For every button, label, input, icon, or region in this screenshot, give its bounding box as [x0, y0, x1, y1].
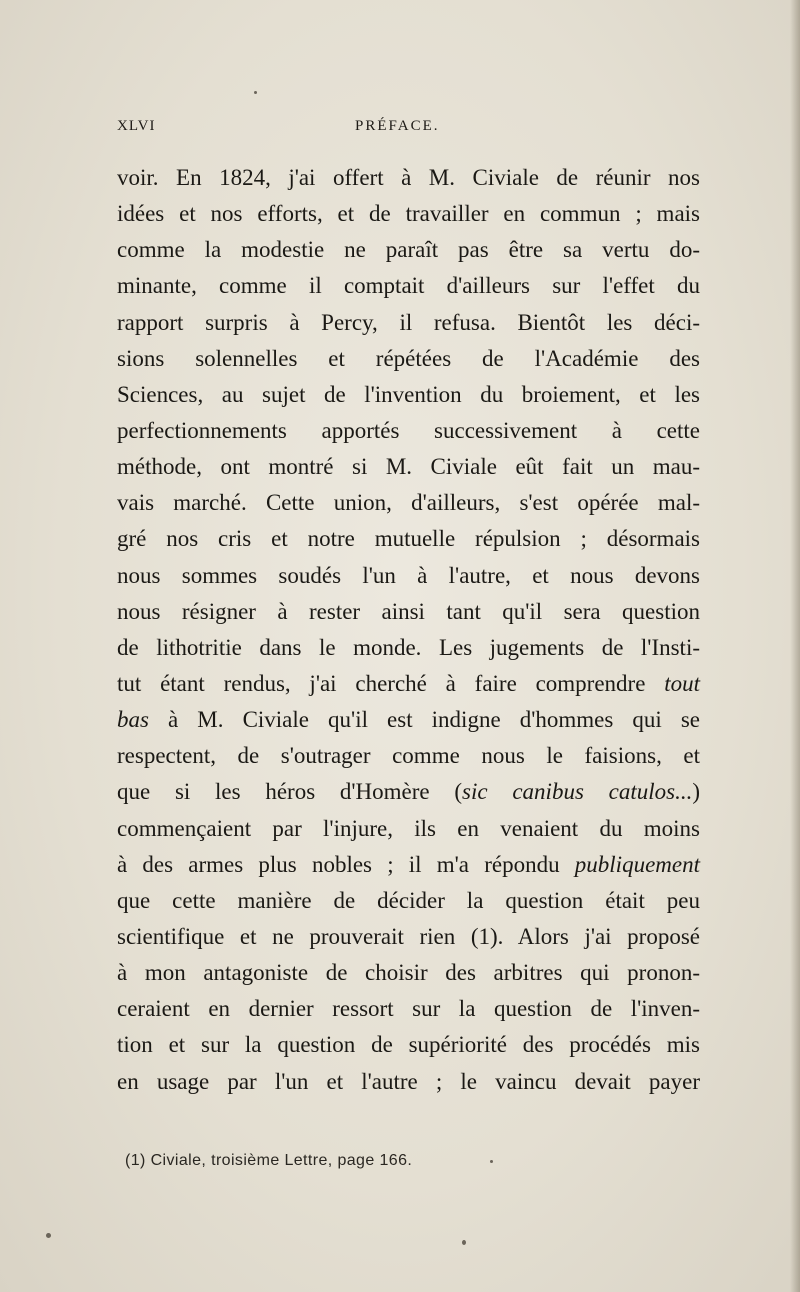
- text-line: [117, 196, 700, 232]
- italic-text: sic canibus catulos...: [462, 779, 693, 805]
- text-line: [117, 521, 700, 557]
- paper-speck: [462, 1240, 466, 1245]
- text-segment: à des armes plus nobles ; il m'a répondu: [117, 851, 575, 877]
- text-segment: tion et sur la question de supériorité des procédés mis: [117, 1032, 700, 1058]
- running-title: PRÉFACE.: [355, 118, 440, 134]
- text-line: [117, 232, 700, 268]
- text-line: [117, 377, 700, 413]
- text-line: [117, 811, 700, 847]
- footnote: (1) Civiale, troisième Lettre, page 166.: [125, 1152, 413, 1169]
- text-segment: respectent, de s'outrager comme nous le faisions, et: [117, 743, 700, 769]
- text-line: [117, 558, 700, 594]
- text-segment: que cette manière de décider la question était peu: [117, 887, 700, 913]
- text-segment: nous résigner à rester ainsi tant qu'il sera question: [117, 598, 700, 624]
- text-line: [117, 305, 700, 341]
- text-segment: gré nos cris et notre mutuelle répulsion ; désormais: [117, 526, 700, 552]
- text-segment: comme la modestie ne paraît pas être sa vertu do-: [117, 237, 700, 263]
- text-line: [117, 738, 700, 774]
- text-segment: commençaient par l'injure, ils en venaient du moins: [117, 815, 700, 841]
- paper-speck: [490, 1160, 493, 1163]
- text-segment: minante, comme il comptait d'ailleurs sur l'effet du: [117, 273, 700, 299]
- text-segment: nous sommes soudés l'un à l'autre, et nous devons: [117, 562, 700, 588]
- text-segment: voir. En 1824, j'ai offert à M. Civiale de réunir nos: [117, 165, 700, 190]
- text-line: [117, 666, 700, 702]
- text-segment: vais marché. Cette union, d'ailleurs, s'est opérée mal-: [117, 490, 700, 516]
- text-segment: à M. Civiale qu'il est indigne d'hommes qui se: [148, 707, 700, 733]
- text-line: [117, 702, 700, 738]
- text-line: [117, 919, 700, 955]
- text-segment: Sciences, au sujet de l'invention du broiement, et les: [117, 381, 700, 407]
- text-line: [117, 1064, 700, 1100]
- paper-speck: [46, 1233, 51, 1238]
- text-line: [117, 341, 700, 377]
- text-segment: scientifique et ne prouverait rien (1). Alors j'ai proposé: [117, 923, 700, 949]
- text-segment: méthode, ont montré si M. Civiale eût fait un mau-: [117, 454, 700, 480]
- body-text: [117, 160, 700, 1100]
- text-segment: ): [692, 779, 701, 805]
- italic-text: bas: [117, 707, 149, 733]
- italic-text: publiquement: [574, 851, 700, 877]
- text-line: [117, 1027, 700, 1063]
- text-line: [117, 847, 700, 883]
- text-segment: perfectionnements apportés successivement à cette: [117, 417, 700, 443]
- text-segment: que si les héros d'Homère (: [117, 779, 463, 805]
- paper-speck: [254, 91, 257, 94]
- page-number: XLVI: [117, 118, 156, 134]
- text-line: [117, 991, 700, 1027]
- text-line: [117, 449, 700, 485]
- text-segment: de lithotritie dans le monde. Les jugements de l'Insti-: [117, 634, 700, 660]
- text-line: [117, 594, 700, 630]
- text-line: [117, 160, 700, 196]
- text-line: [117, 413, 700, 449]
- page-edge-shadow: [790, 0, 800, 1292]
- text-segment: ceraient en dernier ressort sur la question de l'inven-: [117, 996, 700, 1022]
- text-line: [117, 485, 700, 521]
- text-segment: rapport surpris à Percy, il refusa. Bientôt les déci-: [117, 309, 700, 335]
- text-segment: sions solennelles et répétées de l'Académie des: [117, 345, 700, 371]
- text-line: [117, 955, 700, 991]
- text-segment: idées et nos efforts, et de travailler en commun ; mais: [117, 201, 700, 227]
- text-line: [117, 774, 700, 810]
- text-segment: tut étant rendus, j'ai cherché à faire comprendre: [117, 670, 665, 696]
- text-line: [117, 268, 700, 304]
- page-header: [117, 118, 697, 142]
- text-line: [117, 883, 700, 919]
- text-line: [117, 630, 700, 666]
- text-segment: à mon antagoniste de choisir des arbitres qui pronon-: [117, 960, 700, 986]
- italic-text: tout: [664, 670, 700, 696]
- text-segment: en usage par l'un et l'autre ; le vaincu devait payer: [117, 1068, 700, 1094]
